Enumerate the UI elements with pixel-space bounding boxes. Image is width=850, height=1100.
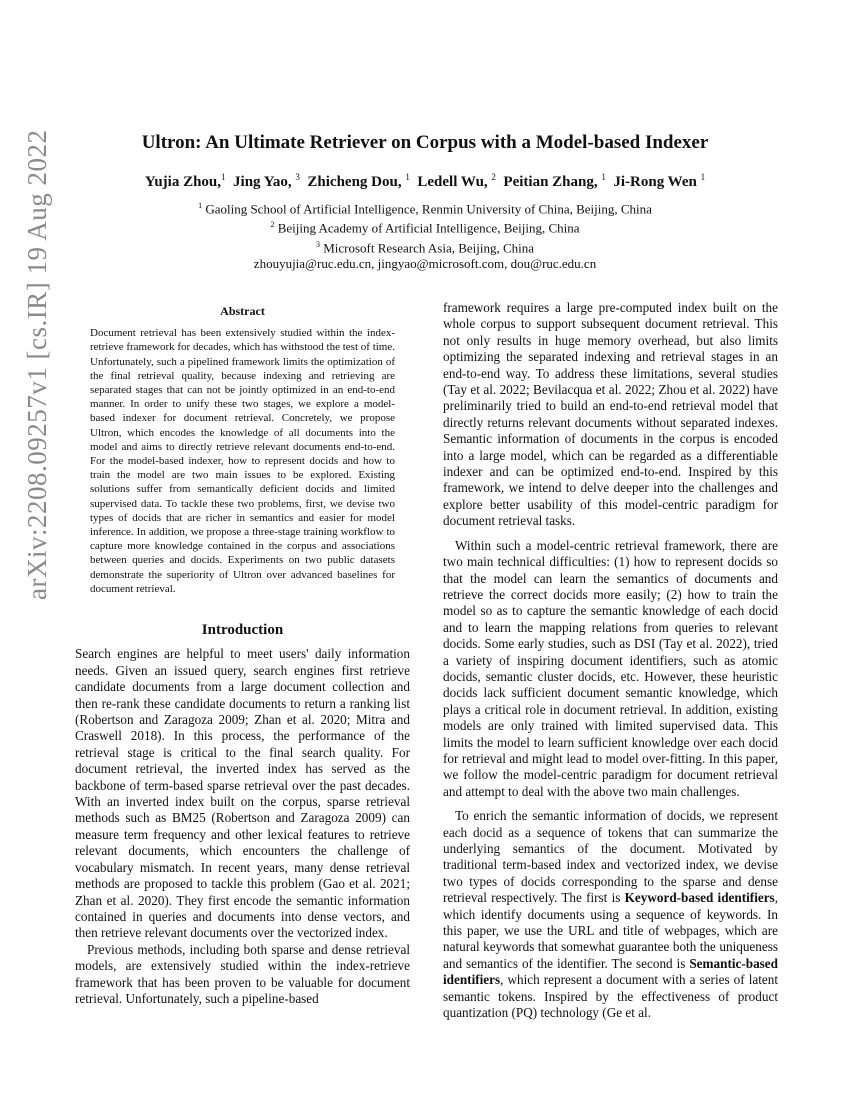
semantic-identifiers-term: Semantic-based identifiers <box>443 955 778 988</box>
intro-paragraph: Search engines are helpful to meet users' daily information needs. Given an issued query, search engines first retrieve candidate documents from a large document collection and then re-rank these candidate documents to return a ranking list (Robertson and Zaragoza 2009; Zhan et al. 2020; Mitra and Craswell 2018). In this process, the performance of the retrieval stage is critical to the final search quality. For document retrieval, the inverted index has served as the backbone of term-based sparse retrieval over the past decades. With an inverted index built on the corpus, sparse retrieval methods such as BM25 (Robertson and Zaragoza 2009) can measure term frequency and other lexical features to retrieve relevant documents, which encounters the challenge of vocabulary mismatch. In recent years, many dense retrieval methods are proposed to tackle this problem (Gao et al. 2021; Zhan et al. 2020). They first encode the semantic information contained in queries and documents into dense vectors, and then retrieve relevant documents over the vectorized index. <box>75 646 410 941</box>
paper-title: Ultron: An Ultimate Retriever on Corpus with a Model-based Indexer <box>141 132 709 153</box>
keyword-identifiers-term: Keyword-based identifiers <box>624 890 775 906</box>
right-column <box>443 300 778 1021</box>
body-paragraph: To enrich the semantic information of docids, we represent each docid as a sequence of tokens that can summarize the underlying semantics of the document. Motivated by traditional term-based index and vectorized index, we devise two types of docids corresponding to the sparse and dense retrieval respectively. The first is Keyword-based identifiers, which identify documents using a sequence of keywords. In this paper, we use the URL and title of webpages, which are natural keywords that somewhat guarantee both the uniqueness and semantics of the identifier. The second is Semantic-based identifiers, which represent a document with a series of latent semantic tokens. Inspired by the effectiveness of product quantization (PQ) technology (Ge et al. <box>443 808 778 1021</box>
author: Peitian Zhang, $^1$ <box>503 172 606 190</box>
body-paragraph: Within such a model-centric retrieval framework, there are two main technical difficulties: (1) how to represent docids so that the model can learn the semantics of documents and retrieve the correct docids more easily; (2) how to train the model so as to capture the semantic knowledge of each docid and to learn the mapping relations from queries to relevant docids. Some early studies, such as DSI (Tay et al. 2022), tried a variety of inspiring document identifiers, such as atomic docids, semantic cluster docids, etc. However, these heuristic docids lack sufficient document semantic knowledge, which plays a critical role in document retrieval. In addition, existing models are only trained with limited supervised data. This limits the model to learn sufficient knowledge over each docid for retrieval and might lead to model over-fitting. In this paper, we follow the model-centric paradigm for document retrieval and attempt to deal with the above two main challenges. <box>443 537 778 799</box>
body-paragraph: framework requires a large pre-computed index built on the whole corpus to support subsequent document retrieval. This not only results in huge memory overhead, but also limits optimizing the separated indexing and retrieval stages in an end-to-end way. To address these limitations, several studies (Tay et al. 2022; Bevilacqua et al. 2022; Zhou et al. 2022) have preliminarily tried to build an end-to-end retrieval model that directly returns relevant documents without separated indexes. Semantic information of documents in the corpus is encoded into a large model, which can be regarded as a differentiable indexer and can be optimized end-to-end. Inspired by this framework, we intend to delve deeper into the challenges and explore better usability of this model-centric paradigm for document retrieval tasks. <box>443 300 778 529</box>
abstract-heading: Abstract <box>220 304 265 318</box>
author: Ji-Rong Wen $^1$ <box>613 172 706 190</box>
author: Zhicheng Dou, $^1$ <box>307 172 410 190</box>
abstract-section <box>90 304 395 596</box>
abstract-text: Document retrieval has been extensively studied within the index-retrieve framework for decades, which has withstood the test of time. Unfortunately, such a pipelined framework limits the optimization of the final retrieval quality, because indexing and retrieving are separated stages that can not be jointly optimized in an end-to-end manner. In order to unify these two stages, we explore a model-based indexer for document retrieval. Concretely, we propose Ultron, which encodes the knowledge of all documents into the model and aims to directly retrieve relevant documents end-to-end. For the model-based indexer, how to represent docids and how to train the model are two main issues to be explored. Existing solutions suffer from semantically deficient docids and limited supervised data. To tackle these two problems, first, we devise two types of docids that are richer in semantics and easier for model inference. In addition, we propose a three-stage training workflow to capture more knowledge contained in the corpus and associations between queries and docids. Experiments on two public datasets demonstrate the superiority of Ultron over advanced baselines for document retrieval. <box>90 327 395 595</box>
affiliations <box>0 198 850 272</box>
intro-paragraph: Previous methods, including both sparse and dense retrieval models, are extensively studied within the index-retrieve framework that has been proven to be valuable for document retrieval. Unfortunately, such a pipeline-based <box>75 941 410 1006</box>
author: Yujia Zhou,$^1$ <box>144 172 226 190</box>
author-emails: zhouyujia@ruc.edu.cn, jingyao@microsoft.com, dou@ruc.edu.cn <box>253 255 597 271</box>
introduction-section <box>75 622 410 1007</box>
affiliation: $^2$ Beijing Academy of Artificial Intelligence, Beijing, China <box>270 220 580 236</box>
arxiv-identifier: arXiv:2208.09257v1 [cs.IR] 19 Aug 2022 <box>22 129 52 600</box>
author: Jing Yao, $^3$ <box>233 172 300 190</box>
affiliation: $^3$ Microsoft Research Asia, Beijing, China <box>315 239 535 255</box>
introduction-heading: Introduction <box>201 622 284 638</box>
author-list <box>0 172 850 191</box>
affiliation: $^1$ Gaoling School of Artificial Intelligence, Renmin University of China, Beijing, China <box>198 201 652 217</box>
author: Ledell Wu, $^2$ <box>417 172 496 190</box>
